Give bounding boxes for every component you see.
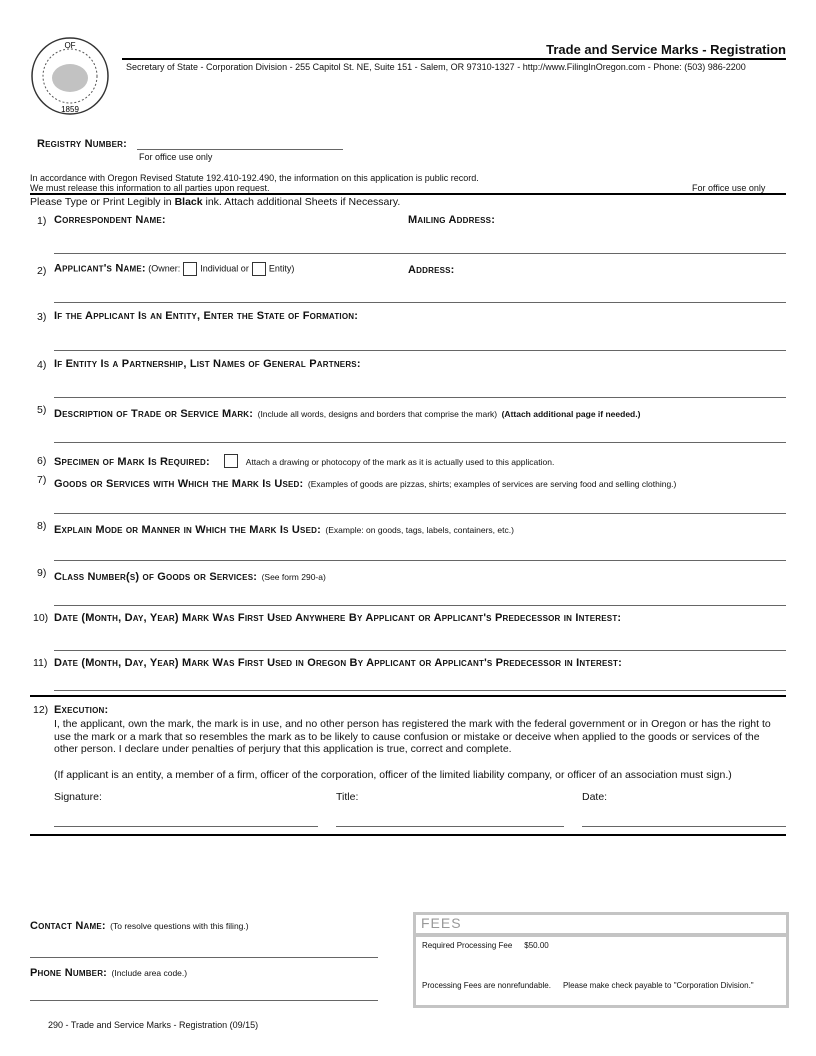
mode-row: Explain Mode or Manner in Which the Mark Is Used: (Example: on goods, tags, labels, containers, etc.) <box>54 524 514 536</box>
mode-field[interactable] <box>54 560 786 561</box>
correspondent-name-label: Correspondent Name: <box>54 214 166 226</box>
release-notice: We must release this information to all parties upon request. <box>30 183 270 193</box>
office-use-note: For office use only <box>139 152 213 162</box>
date-label: Date: <box>582 791 608 803</box>
item-number: 4) <box>37 359 47 371</box>
general-partners-label: If Entity Is a Partnership, List Names of General Partners: <box>54 358 361 370</box>
item-number: 9) <box>37 567 47 579</box>
registry-number-field <box>137 149 343 150</box>
item-number: 6) <box>37 455 47 467</box>
svg-text:OF: OF <box>64 41 76 50</box>
signer-note: (If applicant is an entity, a member of a firm, officer of the corporation, officer of the limited liability company, or officer of an association must sign.) <box>54 769 732 781</box>
specimen-row: Specimen of Mark Is Required: Attach a drawing or photocopy of the mark as it is actually used to this application. <box>54 452 554 470</box>
phone-row: Phone Number: (Include area code.) <box>30 967 188 979</box>
phone-field[interactable] <box>30 1000 378 1001</box>
signature-field[interactable] <box>54 826 318 827</box>
applicant-name-row: Applicant's Name: (Owner: Individual or Entity) <box>54 262 295 275</box>
fees-heading: FEES <box>416 915 786 937</box>
first-used-anywhere-field[interactable] <box>54 650 786 651</box>
execution-label: Execution: <box>54 704 109 716</box>
fees-box <box>413 912 789 1008</box>
fee-row: Required Processing Fee $50.00 <box>422 941 549 950</box>
registry-number-label: Registry Number: <box>37 138 127 150</box>
mailing-address-label: Mailing Address: <box>408 214 496 226</box>
first-used-oregon-label: Date (Month, Day, Year) Mark Was First Used in Oregon By Applicant or Applicant's Predecessor in Interest: <box>54 657 622 669</box>
class-number-row: Class Number(s) of Goods or Services: (See form 290-a) <box>54 571 326 583</box>
goods-field[interactable] <box>54 513 786 514</box>
contact-name-field[interactable] <box>30 957 378 958</box>
title-field[interactable] <box>336 826 564 827</box>
svg-text:1859: 1859 <box>61 105 79 114</box>
item-number: 5) <box>37 404 47 416</box>
item-number: 11) <box>33 657 48 669</box>
specimen-checkbox[interactable] <box>224 454 238 468</box>
signature-label: Signature: <box>54 791 102 803</box>
address-label: Address: <box>408 264 455 276</box>
oregon-seal-logo <box>30 36 110 116</box>
first-used-anywhere-label: Date (Month, Day, Year) Mark Was First Used Anywhere By Applicant or Applicant's Predecessor in Interest: <box>54 612 622 624</box>
individual-checkbox[interactable] <box>183 262 197 276</box>
entity-checkbox[interactable] <box>252 262 266 276</box>
contact-name-row: Contact Name: (To resolve questions with this filing.) <box>30 920 249 932</box>
title-label: Title: <box>336 791 359 803</box>
item-number: 2) <box>37 265 47 277</box>
instructions: Please Type or Print Legibly in Black ink. Attach additional Sheets if Necessary. <box>30 196 401 208</box>
description-row: Description of Trade or Service Mark: (Include all words, designs and borders that comprise the mark) (Attach additional page if needed.) <box>54 408 641 420</box>
agency-contact-info: Secretary of State - Corporation Division - 255 Capitol St. NE, Suite 151 - Salem, OR 97310-1327 - http://www.FilingInOregon.com - Phone: (503) 986-2200 <box>126 62 746 72</box>
item-number: 12) <box>33 704 49 716</box>
public-record-notice: In accordance with Oregon Revised Statute 192.410-192.490, the information on this application is public record. <box>30 173 479 183</box>
fee-notes: Processing Fees are nonrefundable. Please make check payable to "Corporation Division." <box>422 981 754 990</box>
item-number: 7) <box>37 474 47 486</box>
goods-services-row: Goods or Services with Which the Mark Is Used: (Examples of goods are pizzas, shirts; examples of services are serving food and selling clothing.) <box>54 478 677 490</box>
execution-statement: I, the applicant, own the mark, the mark is in use, and no other person has registered the mark with the federal government or in Oregon or has the right to use the mark or a mark that so resembles the mark as to be likely to cause confusion or mistake or deceive when applied to the goods or services of the other person. I declare under penalties of perjury that this application is true, correct and complete. <box>54 718 771 755</box>
partners-field[interactable] <box>54 397 786 398</box>
state-field[interactable] <box>54 350 786 351</box>
item-number: 10) <box>33 612 49 624</box>
form-footer: 290 - Trade and Service Marks - Registration (09/15) <box>48 1020 259 1030</box>
item-number: 8) <box>37 520 47 532</box>
item-number: 3) <box>37 311 47 323</box>
description-field[interactable] <box>54 442 786 443</box>
form-title: Trade and Service Marks - Registration <box>546 42 786 57</box>
class-field[interactable] <box>54 605 786 606</box>
correspondent-field[interactable] <box>54 253 786 254</box>
date-field[interactable] <box>582 826 786 827</box>
item-number: 1) <box>37 215 47 227</box>
applicant-field[interactable] <box>54 302 786 303</box>
state-of-formation-label: If the Applicant Is an Entity, Enter the State of Formation: <box>54 310 359 322</box>
office-use-note: For office use only <box>692 183 766 193</box>
first-used-oregon-field[interactable] <box>54 690 786 691</box>
